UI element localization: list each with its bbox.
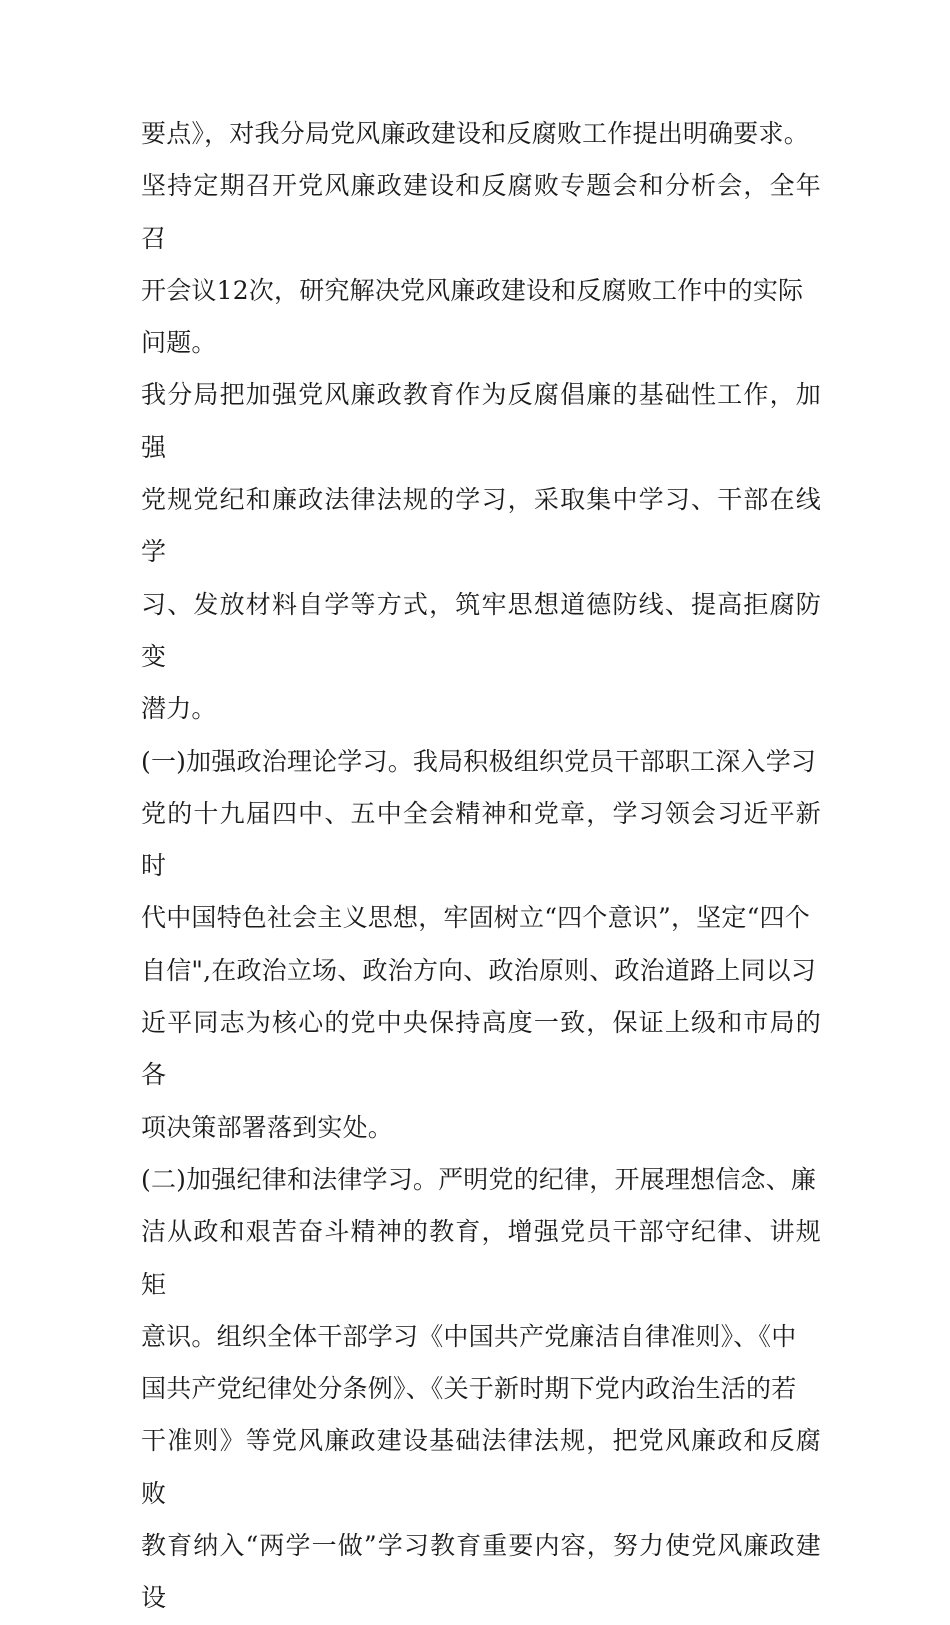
paragraph-2 (141, 369, 821, 735)
text-line: 自信",在政治立场、政治方向、政治原则、政治道路上同以习 (141, 955, 817, 985)
paragraph-1 (141, 108, 821, 369)
text-line: 国共产党纪律处分条例》、《关于新时期下党内政治生活的若 (141, 1374, 797, 1404)
text-line: 代中国特色社会主义思想，牢固树立“四个意识”，坚定“四个 (141, 903, 810, 933)
text-line: 党规党纪和廉政法律法规的学习，采取集中学习、干部在线学 (141, 485, 821, 567)
paragraph-4 (141, 1154, 821, 1625)
text-line: 项决策部署落到实处。 (141, 1112, 394, 1142)
text-line: 习、发放材料自学等方式，筑牢思想道德防线、提高拒腐防变 (141, 589, 821, 671)
text-line: 开会议12次，研究解决党风廉政建设和反腐败工作中的实际 (141, 275, 804, 305)
text-line: 坚持定期召开党风廉政建设和反腐败专题会和分析会，全年召 (141, 171, 821, 253)
document-body (141, 108, 821, 1625)
text-line: 洁从政和艰苦奋斗精神的教育，增强党员干部守纪律、讲规矩 (141, 1217, 821, 1299)
text-line: 问题。 (141, 328, 217, 358)
paragraph-3 (141, 736, 821, 1154)
text-line: 我分局把加强党风廉政教育作为反腐倡廉的基础性工作，加强 (141, 380, 821, 462)
text-line: 近平同志为核心的党中央保持高度一致，保证上级和市局的各 (141, 1008, 821, 1090)
text-line: (一)加强政治理论学习。我局积极组织党员干部职工深入学习 (141, 746, 817, 776)
text-line: 意识。组织全体干部学习《中国共产党廉洁自律准则》、《中 (141, 1321, 797, 1351)
text-line: 干准则》等党风廉政建设基础法律法规，把党风廉政和反腐败 (141, 1426, 821, 1508)
text-line: 教育纳入“两学一做”学习教育重要内容，努力使党风廉政建设 (141, 1531, 821, 1613)
text-line: (二)加强纪律和法律学习。严明党的纪律，开展理想信念、廉 (141, 1164, 817, 1194)
text-line: 潜力。 (141, 694, 217, 724)
text-line: 要点》，对我分局党风廉政建设和反腐败工作提出明确要求。 (141, 119, 809, 148)
text-line: 党的十九届四中、五中全会精神和党章，学习领会习近平新时 (141, 798, 821, 881)
